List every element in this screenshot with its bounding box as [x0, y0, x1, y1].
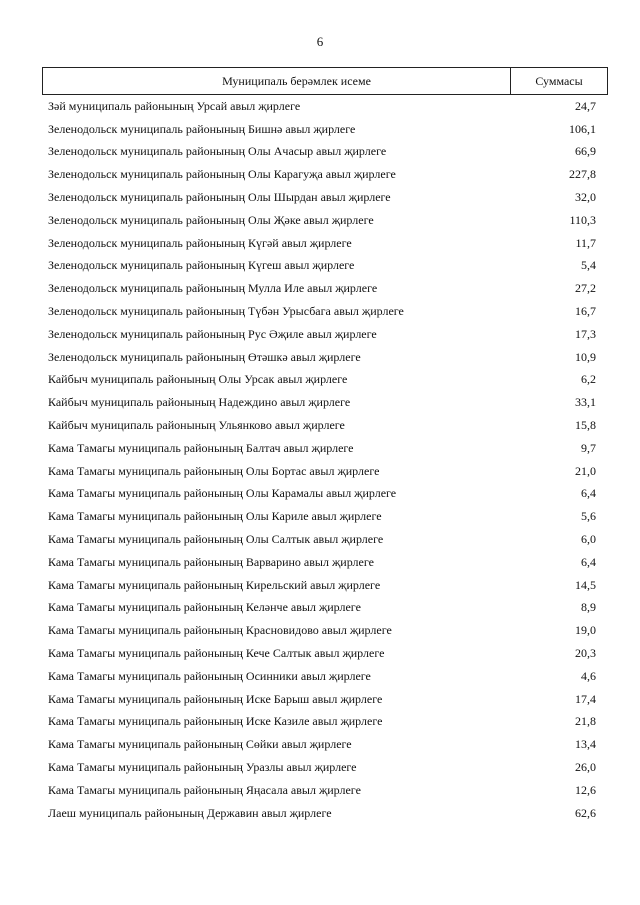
row-municipality-name: Кама Тамагы муниципаль районының Олы Карамалы авыл җирлеге: [48, 486, 397, 501]
row-municipality-name: Кама Тамагы муниципаль районының Осинники авыл җирлеге: [48, 668, 371, 683]
row-sum-value: 106,1: [569, 121, 596, 136]
table-row: [42, 642, 608, 665]
row-sum-value: 6,4: [581, 486, 596, 501]
row-municipality-name: Зеленодольск муниципаль районының Олы Карагуҗа авыл җирлеге: [48, 167, 396, 182]
table-row: [42, 277, 608, 300]
table-row: [42, 756, 608, 779]
row-municipality-name: Зеленодольск муниципаль районының Күгәй авыл җирлеге: [48, 235, 352, 250]
row-sum-value: 11,7: [575, 235, 596, 250]
row-municipality-name: Зеленодольск муниципаль районының Бишнә авыл җирлеге: [48, 121, 356, 136]
row-sum-value: 13,4: [575, 737, 596, 752]
row-sum-value: 62,6: [575, 805, 596, 820]
table-row: [42, 619, 608, 642]
row-municipality-name: Кама Тамагы муниципаль районының Иске Казиле авыл җирлеге: [48, 714, 383, 729]
row-sum-value: 32,0: [575, 190, 596, 205]
funding-table: [42, 67, 608, 825]
table-row: [42, 688, 608, 711]
column-header-sum: Суммасы: [535, 73, 583, 88]
row-sum-value: 5,6: [581, 509, 596, 524]
table-row: [42, 483, 608, 506]
row-sum-value: 24,7: [575, 98, 596, 113]
row-sum-value: 6,0: [581, 532, 596, 547]
row-municipality-name: Зеленодольск муниципаль районының Олы Җәке авыл җирлеге: [48, 212, 374, 227]
row-sum-value: 20,3: [575, 646, 596, 661]
table-row: [42, 551, 608, 574]
row-municipality-name: Кама Тамагы муниципаль районының Олы Салтык авыл җирлеге: [48, 532, 384, 547]
row-sum-value: 15,8: [575, 418, 596, 433]
row-sum-value: 6,2: [581, 372, 596, 387]
table-body: [42, 95, 608, 825]
row-municipality-name: Кама Тамагы муниципаль районының Уразлы авыл җирлеге: [48, 760, 357, 774]
row-municipality-name: Кама Тамагы муниципаль районының Балтач авыл җирлеге: [48, 440, 354, 455]
row-municipality-name: Зеленодольск муниципаль районының Мулла Иле авыл җирлеге: [48, 281, 378, 296]
table-row: [42, 802, 608, 825]
table-row: [42, 733, 608, 756]
row-municipality-name: Кама Тамагы муниципаль районының Яңасала авыл җирлеге: [48, 782, 361, 797]
row-municipality-name: Зеленодольск муниципаль районының Түбән Урысбага авыл җирлеге: [48, 304, 404, 319]
row-sum-value: 12,6: [575, 782, 596, 797]
row-municipality-name: Кама Тамагы муниципаль районының Олы Кариле авыл җирлеге: [48, 509, 382, 524]
row-sum-value: 227,8: [569, 167, 596, 182]
row-sum-value: 21,8: [575, 714, 596, 729]
row-municipality-name: Кама Тамагы муниципаль районының Сөйки авыл җирлеге: [48, 737, 352, 752]
row-municipality-name: Кама Тамагы муниципаль районының Иске Барыш авыл җирлеге: [48, 691, 383, 706]
row-sum-value: 66,9: [575, 144, 596, 159]
table-row: [42, 414, 608, 437]
row-sum-value: 27,2: [575, 281, 596, 296]
row-sum-value: 9,7: [581, 440, 596, 455]
page-number: 6: [316, 34, 324, 49]
row-municipality-name: Кама Тамагы муниципаль районының Красновидово авыл җирлеге: [48, 623, 392, 638]
row-municipality-name: Кайбыч муниципаль районының Ульянково авыл җирлеге: [48, 418, 345, 433]
row-municipality-name: Кама Тамагы муниципаль районының Кирельский авыл җирлеге: [48, 577, 381, 592]
row-municipality-name: Зеленодольск муниципаль районының Олы Шырдан авыл җирлеге: [48, 190, 391, 205]
table-row: [42, 232, 608, 255]
table-row: [42, 255, 608, 278]
row-municipality-name: Зеленодольск муниципаль районының Өтәшкә авыл җирлеге: [48, 349, 361, 364]
table-row: [42, 779, 608, 802]
row-sum-value: 6,4: [581, 554, 596, 569]
table-row: [42, 141, 608, 164]
table-row: [42, 437, 608, 460]
table-row: [42, 665, 608, 688]
row-municipality-name: Кама Тамагы муниципаль районының Олы Бортас авыл җирлеге: [48, 463, 380, 478]
row-municipality-name: Зәй муниципаль районының Урсай авыл җирлеге: [48, 98, 301, 113]
column-header-name: Муниципаль берәмлек исеме: [43, 68, 511, 94]
row-sum-value: 8,9: [581, 600, 596, 615]
row-municipality-name: Кама Тамагы муниципаль районының Варварино авыл җирлеге: [48, 554, 374, 569]
table-row: [42, 460, 608, 483]
row-sum-value: 17,3: [575, 326, 596, 341]
table-header: [42, 67, 608, 95]
row-sum-value: 19,0: [575, 623, 596, 638]
table-row: [42, 711, 608, 734]
row-sum-value: 17,4: [575, 691, 596, 706]
table-row: [42, 323, 608, 346]
row-sum-value: 10,9: [575, 349, 596, 364]
table-row: [42, 528, 608, 551]
table-row: [42, 300, 608, 323]
row-municipality-name: Зеленодольск муниципаль районының Күгеш авыл җирлеге: [48, 258, 355, 273]
row-sum-value: 14,5: [575, 577, 596, 592]
table-row: [42, 346, 608, 369]
table-row: [42, 574, 608, 597]
row-municipality-name: Зеленодольск муниципаль районының Олы Ачасыр авыл җирлеге: [48, 144, 387, 159]
row-municipality-name: Лаеш муниципаль районының Державин авыл җирлеге: [48, 805, 332, 820]
row-sum-value: 33,1: [575, 395, 596, 410]
table-row: [42, 597, 608, 620]
table-row: [42, 186, 608, 209]
row-sum-value: 110,3: [569, 212, 596, 227]
table-row: [42, 505, 608, 528]
table-row: [42, 391, 608, 414]
row-sum-value: 26,0: [575, 760, 596, 774]
row-municipality-name: Кайбыч муниципаль районының Олы Урсак авыл җирлеге: [48, 372, 348, 387]
row-municipality-name: Кайбыч муниципаль районының Надеждино авыл җирлеге: [48, 395, 351, 410]
row-sum-value: 16,7: [575, 304, 596, 319]
table-row: [42, 209, 608, 232]
row-municipality-name: Кама Тамагы муниципаль районының Кече Салтык авыл җирлеге: [48, 646, 385, 661]
table-row: [42, 369, 608, 392]
table-row: [42, 118, 608, 141]
table-row: [42, 95, 608, 118]
row-municipality-name: Кама Тамагы муниципаль районының Келәнче авыл җирлеге: [48, 600, 361, 615]
row-sum-value: 4,6: [581, 668, 596, 683]
row-municipality-name: Зеленодольск муниципаль районының Рус Әҗиле авыл җирлеге: [48, 326, 377, 341]
row-sum-value: 5,4: [581, 258, 596, 273]
row-sum-value: 21,0: [575, 463, 596, 478]
table-row: [42, 163, 608, 186]
